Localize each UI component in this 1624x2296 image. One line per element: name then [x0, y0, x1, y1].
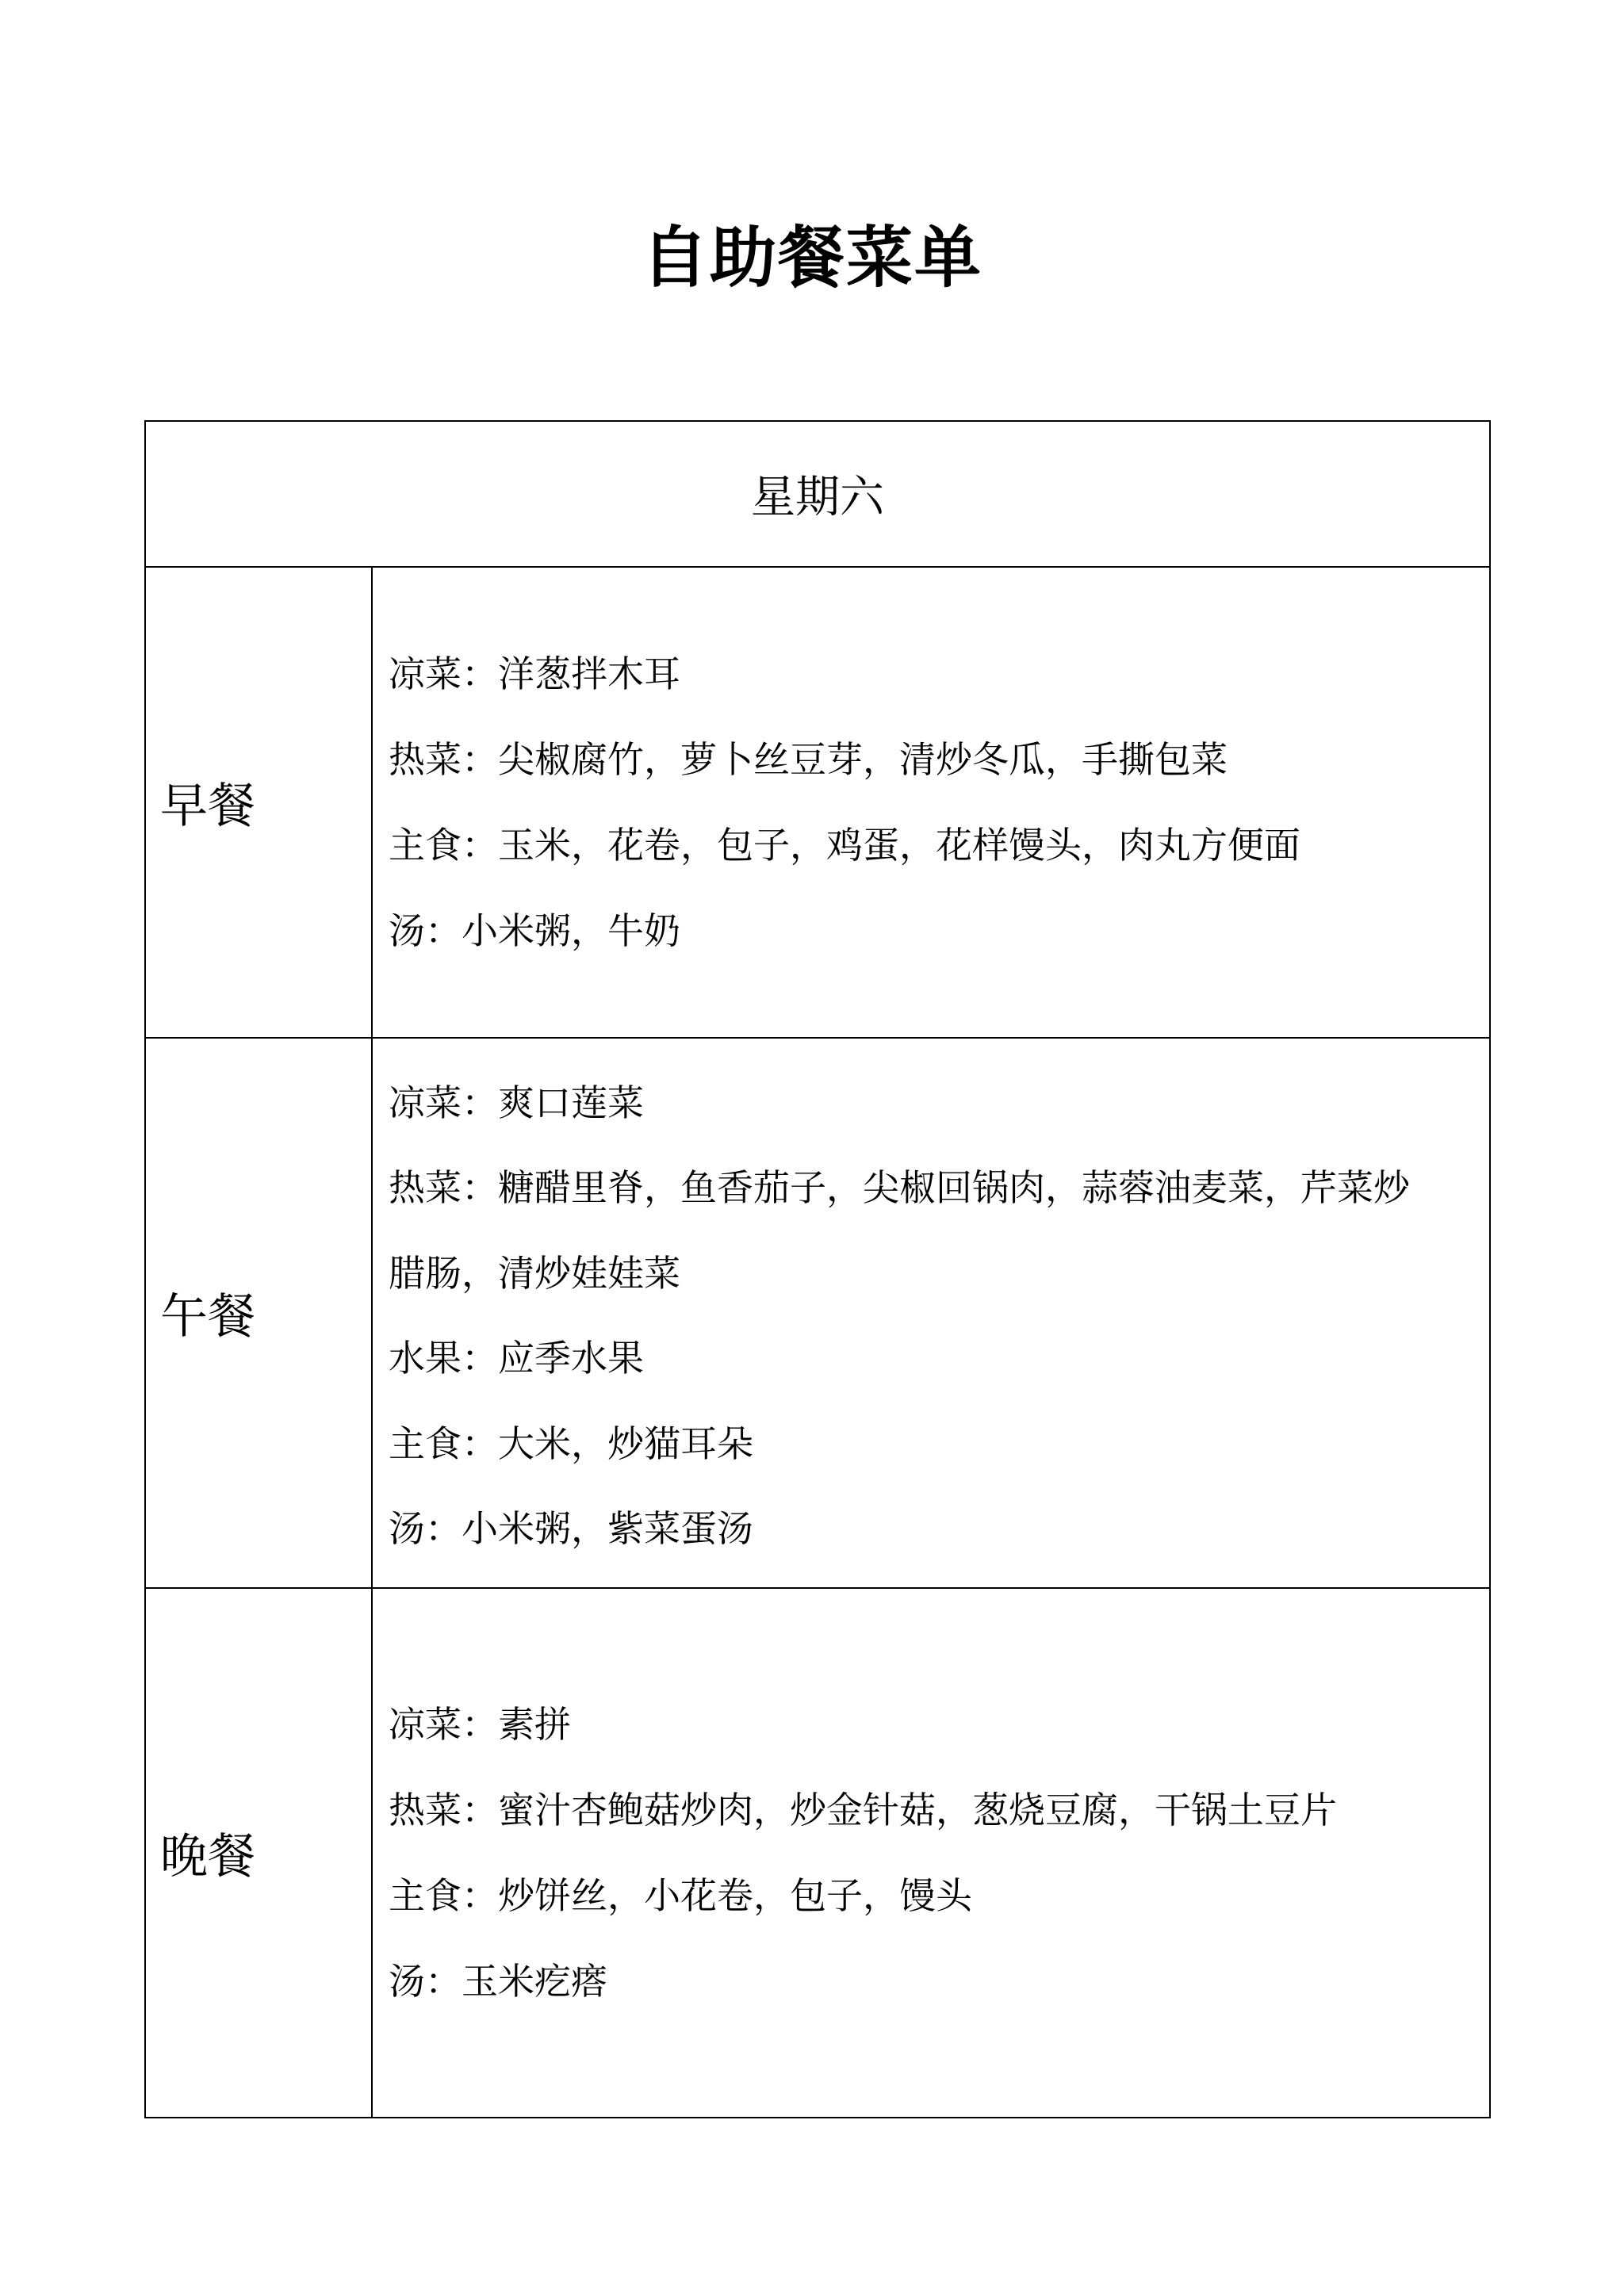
page-title: 自助餐菜单 — [641, 219, 982, 297]
meal-items-dinner — [372, 1588, 1490, 2118]
meal-name-dinner: 晚餐 — [145, 1588, 372, 2118]
menu-table — [144, 420, 1491, 2118]
meal-name-lunch: 午餐 — [145, 1038, 372, 1588]
menu-line: 汤：玉米疙瘩 — [389, 1960, 607, 2003]
meal-row-dinner — [145, 1588, 1490, 2118]
items-list — [389, 1682, 1473, 2024]
menu-line: 主食：炒饼丝，小花卷，包子，馒头 — [389, 1874, 972, 1917]
day-label: 星期六 — [145, 421, 1490, 567]
meal-items-lunch — [372, 1038, 1490, 1588]
menu-line: 热菜：蜜汁杏鲍菇炒肉，炒金针菇，葱烧豆腐，干锅土豆片 — [389, 1789, 1337, 1831]
items-list — [389, 1054, 1473, 1572]
menu-line: 凉菜：素拼 — [389, 1703, 571, 1746]
menu-line: 凉菜：洋葱拌木耳 — [389, 652, 680, 695]
menu-line: 热菜：尖椒腐竹，萝卜丝豆芽，清炒冬瓜，手撕包菜 — [389, 738, 1228, 781]
menu-line: 主食：玉米，花卷，包子，鸡蛋，花样馒头，肉丸方便面 — [389, 824, 1300, 867]
items-list — [389, 631, 1473, 974]
menu-line: 腊肠，清炒娃娃菜 — [389, 1251, 680, 1295]
meal-row-lunch — [145, 1038, 1490, 1588]
meal-row-breakfast — [145, 567, 1490, 1038]
menu-line: 凉菜：爽口莲菜 — [389, 1081, 644, 1124]
menu-line: 汤：小米粥，牛奶 — [389, 909, 680, 952]
day-header-row — [145, 421, 1490, 567]
menu-line: 主食：大米，炒猫耳朵 — [389, 1422, 753, 1465]
meal-items-breakfast — [372, 567, 1490, 1038]
menu-line: 热菜：糖醋里脊，鱼香茄子，尖椒回锅肉，蒜蓉油麦菜，芹菜炒 — [389, 1166, 1410, 1209]
meal-name-breakfast: 早餐 — [145, 567, 372, 1038]
menu-line: 水果：应季水果 — [389, 1337, 644, 1380]
menu-line: 汤：小米粥，紫菜蛋汤 — [389, 1507, 753, 1550]
